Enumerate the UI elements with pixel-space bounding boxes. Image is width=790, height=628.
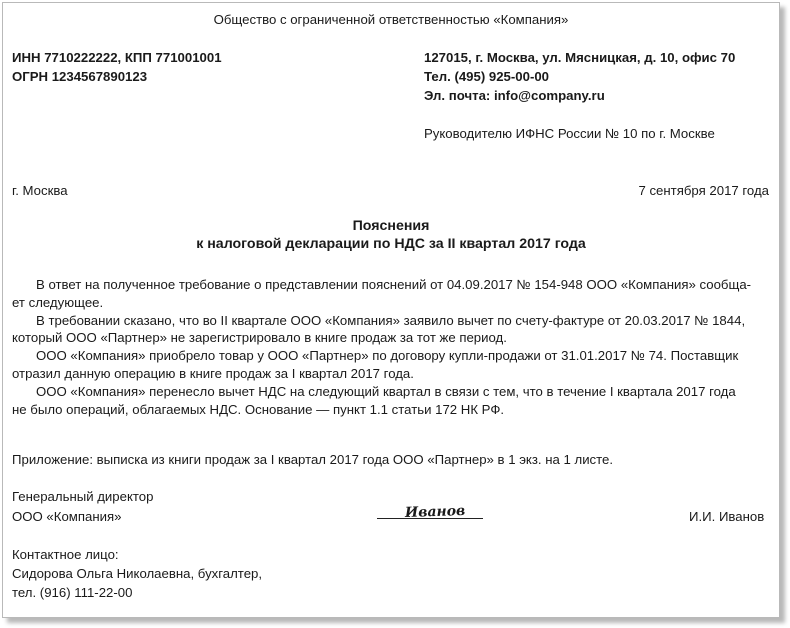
place: г. Москва — [12, 183, 68, 198]
document-date: 7 сентября 2017 года — [638, 183, 769, 198]
contact-label: Контактное лицо: — [12, 547, 119, 562]
contact-phone: тел. (916) 111-22-00 — [12, 585, 133, 600]
inn-kpp: ИНН 7710222222, КПП 771001001 — [12, 50, 222, 65]
paragraph-3-line-2: отразил данную операцию в книге продаж за I квартал 2017 года. — [12, 365, 414, 381]
signatory-position: Генеральный директор — [12, 489, 154, 504]
signatory-name: И.И. Иванов — [689, 509, 765, 524]
organization-name: Общество с ограниченной ответственностью «Компания» — [213, 12, 569, 27]
signatory-company: ООО «Компания» — [12, 509, 122, 524]
recipient: Руководителю ИФНС России № 10 по г. Москве — [424, 126, 715, 141]
document-subtitle: к налоговой декларации по НДС за II квартал 2017 года — [196, 236, 586, 252]
handwritten-signature: Иванов — [404, 502, 466, 522]
attachment-note: Приложение: выписка из книги продаж за I квартал 2017 года ООО «Партнер» в 1 экз. на 1 листе. — [12, 452, 614, 467]
paragraph-4-line-2: не было операций, облагаемых НДС. Основание — пункт 1.1 статьи 172 НК РФ. — [12, 401, 505, 417]
paragraph-1-line-2: ет следующее. — [12, 294, 104, 310]
signature-line — [377, 518, 483, 519]
company-phone: Тел. (495) 925-00-00 — [424, 69, 550, 84]
paragraph-2-line-2: который ООО «Партнер» не зарегистрировало в книге продаж за тот же период. — [12, 330, 507, 346]
contact-person: Сидорова Ольга Николаевна, бухгалтер, — [12, 566, 263, 581]
company-email: Эл. почта: info@company.ru — [424, 88, 605, 103]
ogrn: ОГРН 1234567890123 — [12, 69, 148, 84]
company-address: 127015, г. Москва, ул. Мясницкая, д. 10, офис 70 — [424, 50, 736, 65]
paragraph-4-line-1: ООО «Компания» перенесло вычет НДС на следующий квартал в связи с тем, что в течение I квартала 2017 года — [36, 383, 736, 399]
paragraph-3-line-1: ООО «Компания» приобрело товар у ООО «Партнер» по договору купли-продажи от 31.01.2017 № 74. Поставщик — [36, 348, 739, 364]
body-text — [12, 276, 770, 418]
paragraph-2-line-1: В требовании сказано, что во II квартале ООО «Компания» заявило вычет по счету-фактуре от 20.03.2017 № 1844, — [36, 312, 746, 328]
paragraph-1-line-1: В ответ на полученное требование о представлении пояснений от 04.09.2017 № 154-948 ООО «Компания» сообща- — [36, 277, 752, 292]
document-title: Пояснения — [352, 218, 430, 234]
